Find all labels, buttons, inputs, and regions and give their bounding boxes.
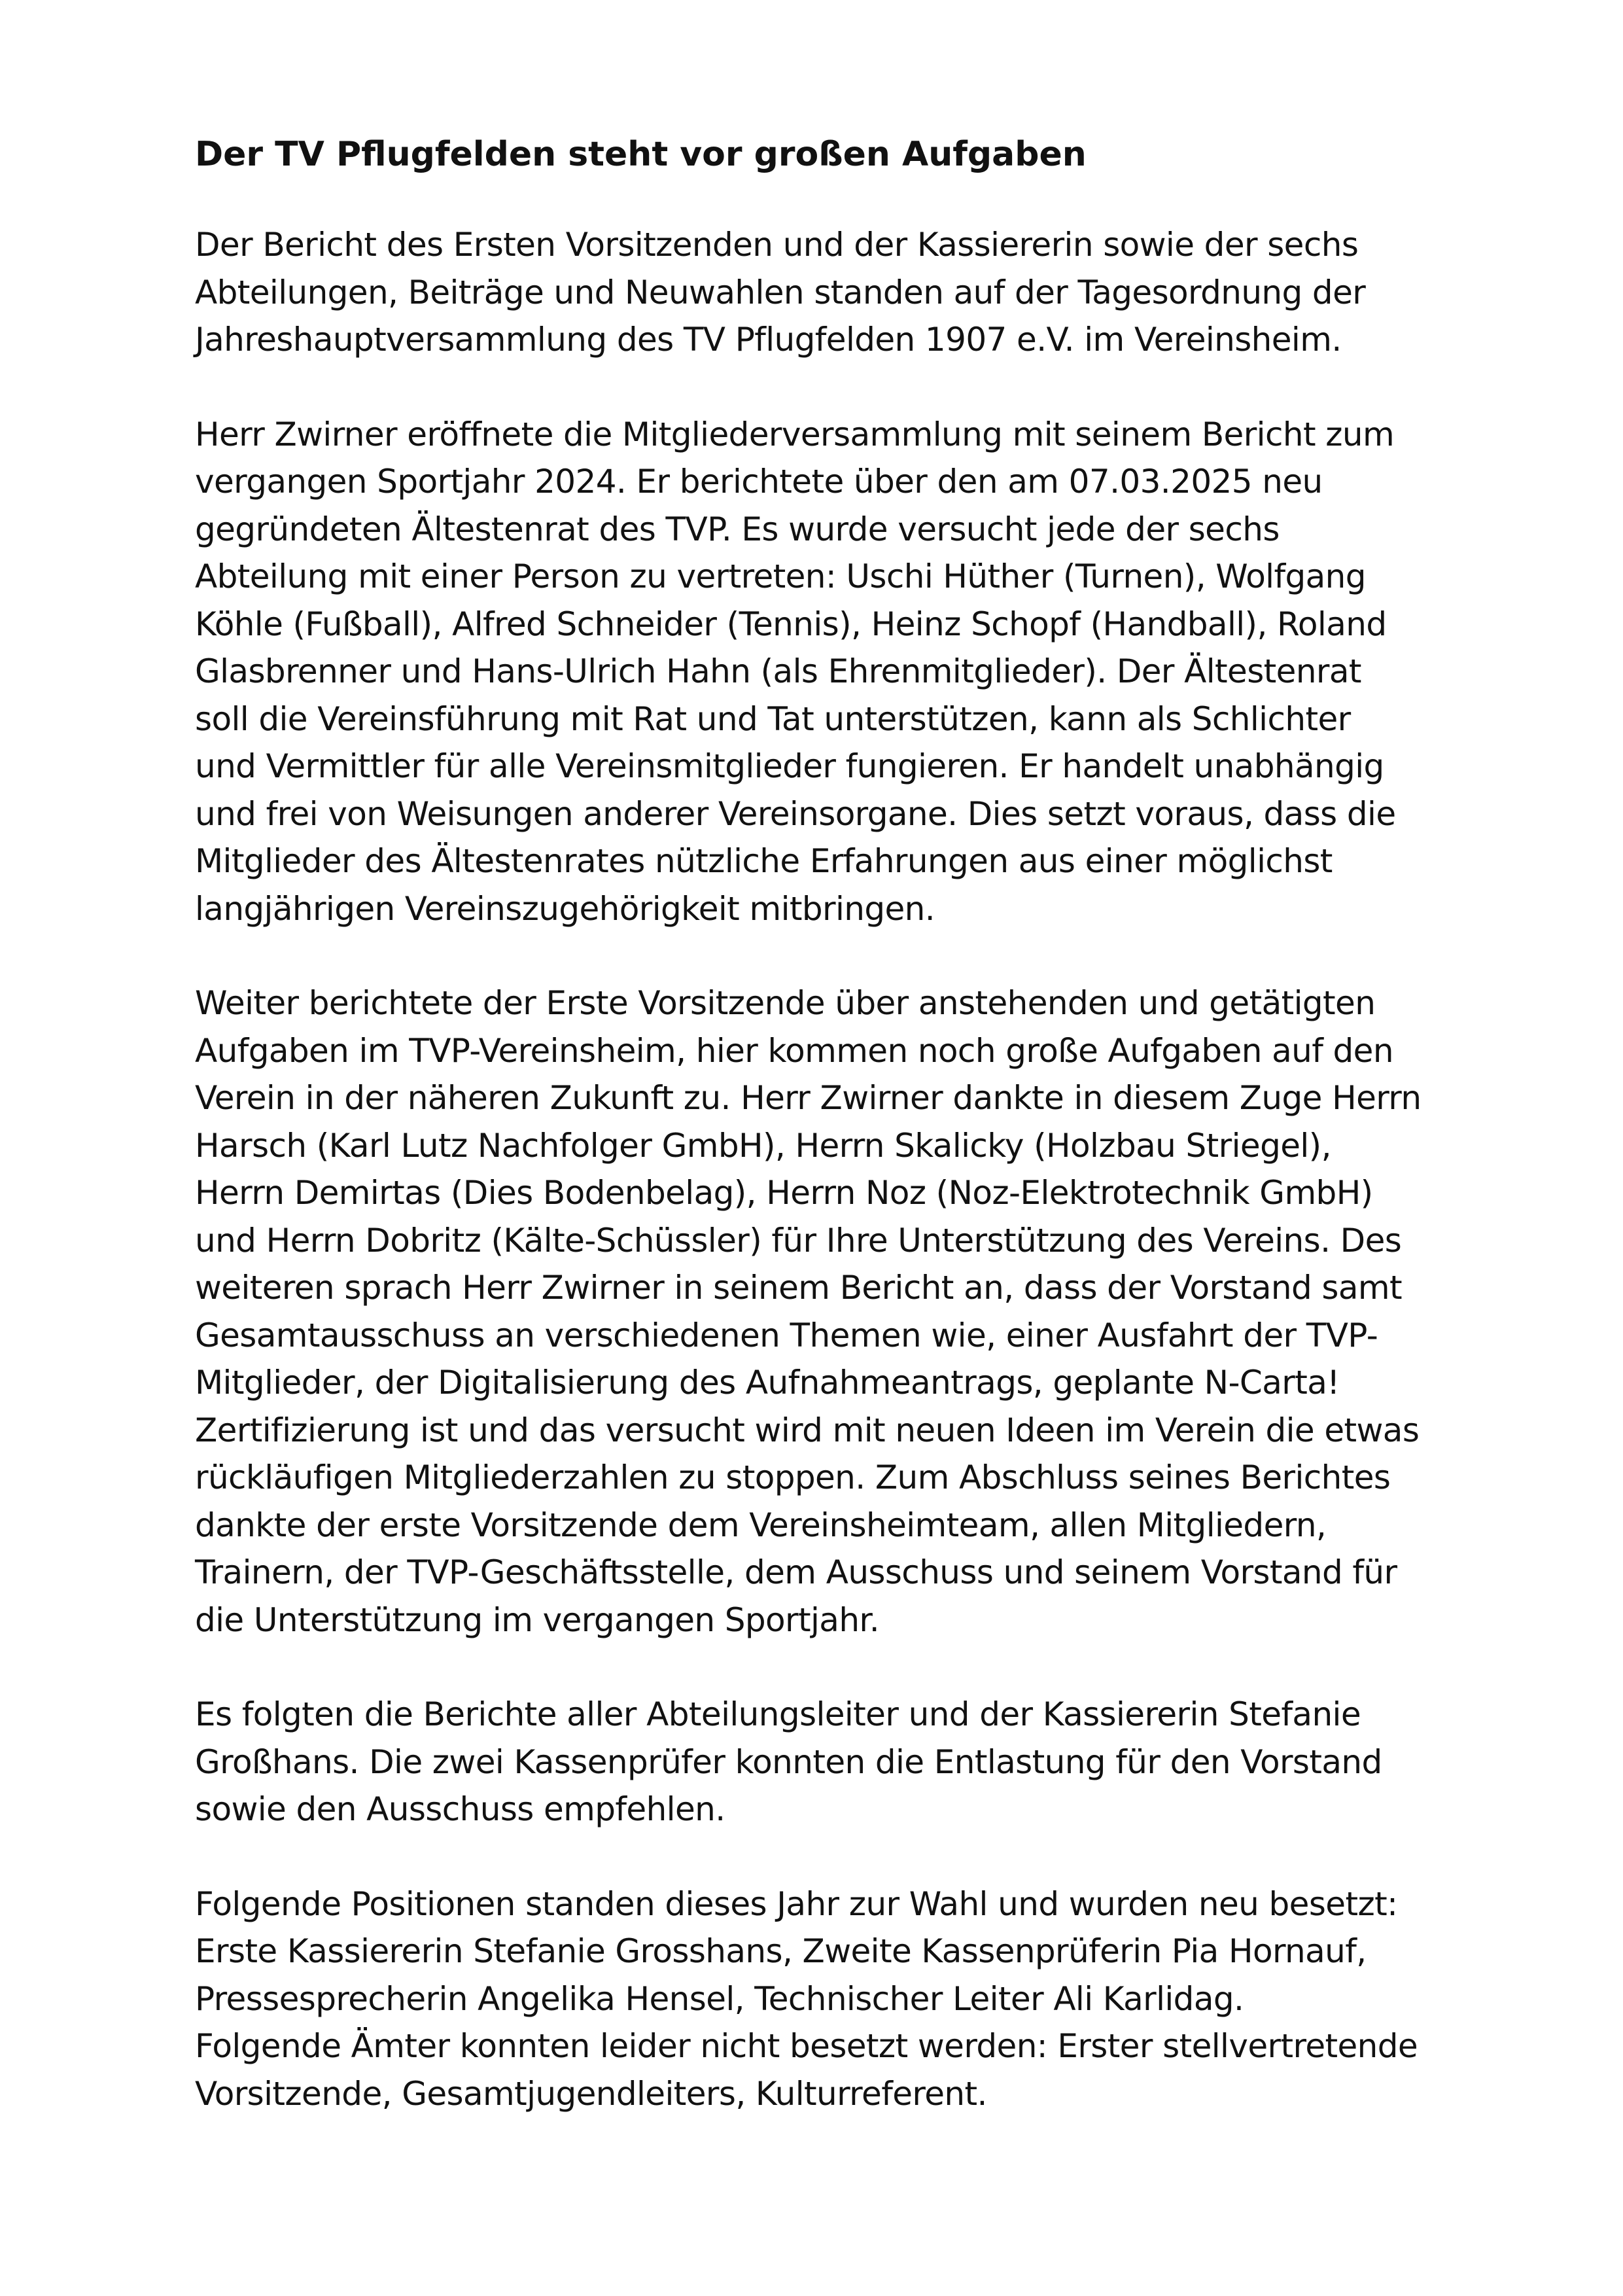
text-line: Jahreshauptversammlung des TV Pflugfelden 1907 e.V. im Vereinsheim. [195,321,1342,359]
text-line: Köhle (Fußball), Alfred Schneider (Tennis), Heinz Schopf (Handball), Roland [195,605,1387,643]
text-line: Pressesprecherin Angelika Hensel, Technischer Leiter Ali Karlidag. [195,1979,1244,2018]
text-line: Folgende Positionen standen dieses Jahr zur Wahl und wurden neu besetzt: [195,1884,1398,1923]
text-line: Aufgaben im TVP-Vereinsheim, hier kommen noch große Aufgaben auf den [195,1031,1393,1070]
text-line: Harsch (Karl Lutz Nachfolger GmbH), Herrn Skalicky (Holzbau Striegel), [195,1126,1331,1165]
text-line: Mitglieder, der Digitalisierung des Aufnahmeantrags, geplante N-Carta! [195,1364,1340,1402]
paragraph [195,221,1477,364]
text-line: Es folgten die Berichte aller Abteilungsleiter und der Kassiererin Stefanie [195,1695,1361,1733]
text-line: Erste Kassiererin Stefanie Grosshans, Zweite Kassenprüferin Pia Hornauf, [195,1932,1367,1970]
text-line: Trainern, der TVP-Geschäftsstelle, dem Ausschuss und seinem Vorstand für [195,1553,1397,1591]
text-line: und frei von Weisungen anderer Vereinsorgane. Dies setzt voraus, dass die [195,794,1396,833]
text-line: Herr Zwirner eröffnete die Mitgliederversammlung mit seinem Bericht zum [195,415,1395,453]
text-line: und Herrn Dobritz (Kälte-Schüssler) für Ihre Unterstützung des Vereins. Des [195,1221,1402,1260]
text-line: Glasbrenner und Hans-Ulrich Hahn (als Ehrenmitglieder). Der Ältestenrat [195,652,1361,690]
paragraph [195,1881,1477,2118]
document-body [195,221,1477,2117]
text-line: dankte der erste Vorsitzende dem Vereinsheimteam, allen Mitgliedern, [195,1506,1327,1544]
text-line: Herrn Demirtas (Dies Bodenbelag), Herrn Noz (Noz-Elektrotechnik GmbH) [195,1174,1373,1212]
text-line: und Vermittler für alle Vereinsmitglieder fungieren. Er handelt unabhängig [195,747,1384,785]
text-line: Großhans. Die zwei Kassenprüfer konnten die Entlastung für den Vorstand [195,1742,1382,1781]
text-line: langjährigen Vereinszugehörigkeit mitbringen. [195,889,935,928]
text-line: Zertifizierung ist und das versucht wird mit neuen Ideen im Verein die etwas [195,1411,1420,1449]
text-line: die Unterstützung im vergangen Sportjahr. [195,1600,880,1639]
text-line: soll die Vereinsführung mit Rat und Tat unterstützen, kann als Schlichter [195,699,1351,738]
document-page [195,131,1477,2164]
text-line: Abteilungen, Beiträge und Neuwahlen standen auf der Tagesordnung der [195,273,1366,311]
text-line: Weiter berichtete der Erste Vorsitzende über anstehenden und getätigten [195,984,1376,1022]
paragraph [195,1691,1477,1833]
text-line: Verein in der näheren Zukunft zu. Herr Zwirner dankte in diesem Zuge Herrn [195,1079,1422,1117]
text-line: vergangen Sportjahr 2024. Er berichtete über den am 07.03.2025 neu [195,463,1323,501]
text-line: Abteilung mit einer Person zu vertreten: Uschi Hüther (Turnen), Wolfgang [195,557,1366,595]
document-title: Der TV Pflugfelden steht vor großen Aufgaben [195,135,1087,174]
paragraph [195,980,1477,1644]
text-line: Folgende Ämter konnten leider nicht besetzt werden: Erster stellvertretende [195,2027,1418,2065]
text-line: Vorsitzende, Gesamtjugendleiters, Kulturreferent. [195,2074,987,2113]
text-line: gegründeten Ältestenrat des TVP. Es wurde versucht jede der sechs [195,510,1280,548]
text-line: sowie den Ausschuss empfehlen. [195,1790,725,1828]
text-line: rückläufigen Mitgliederzahlen zu stoppen. Zum Abschluss seines Berichtes [195,1458,1391,1496]
paragraph [195,411,1477,933]
text-line: Mitglieder des Ältestenrates nützliche Erfahrungen aus einer möglichst [195,842,1333,880]
text-line: weiteren sprach Herr Zwirner in seinem Bericht an, dass der Vorstand samt [195,1269,1403,1307]
text-line: Gesamtausschuss an verschiedenen Themen wie, einer Ausfahrt der TVP- [195,1316,1378,1354]
text-line: Der Bericht des Ersten Vorsitzenden und der Kassiererin sowie der sechs [195,226,1359,264]
